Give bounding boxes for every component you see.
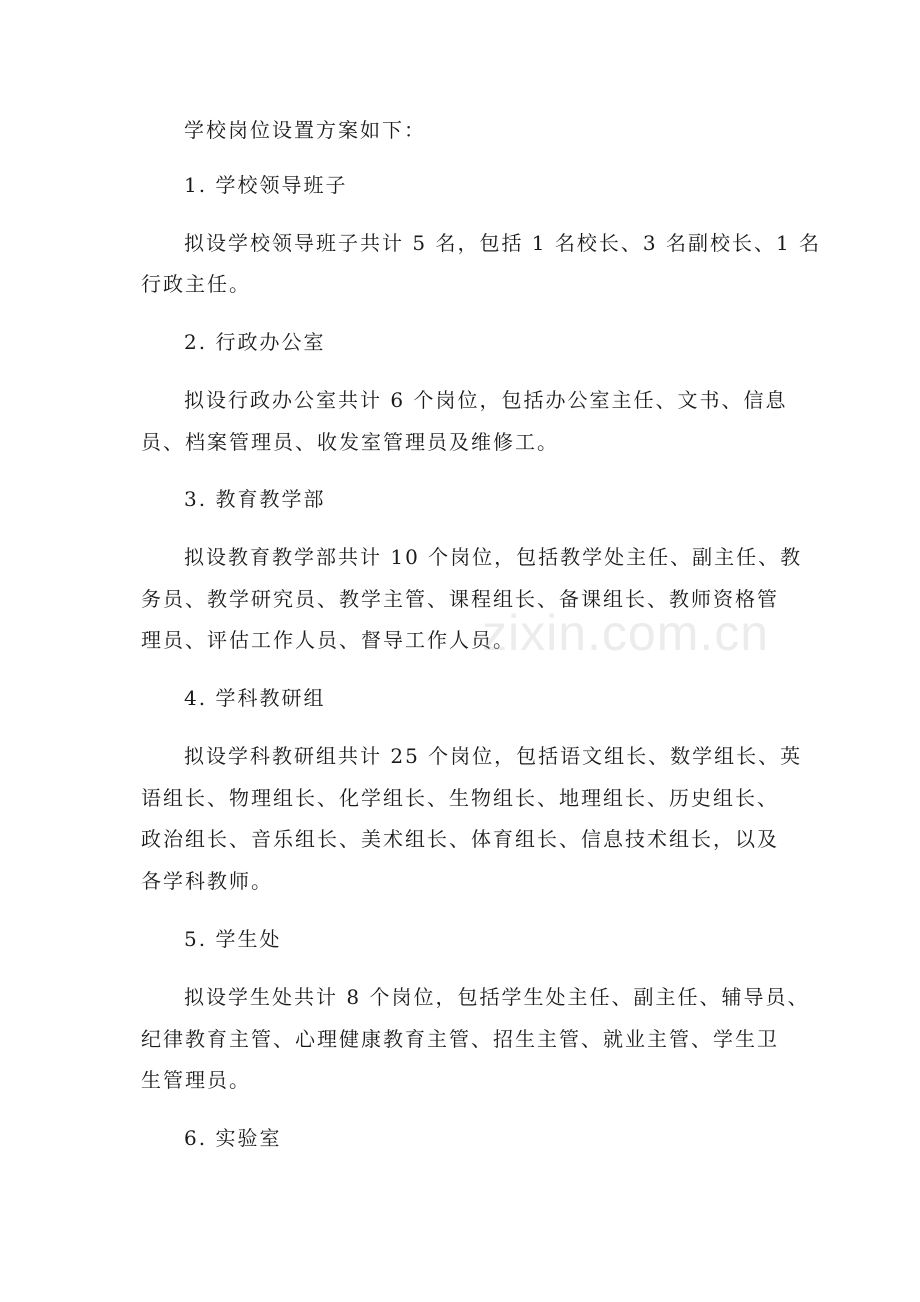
section-heading: 5. 学生处: [184, 927, 282, 951]
paragraph-line: 生管理员。: [141, 1068, 251, 1092]
paragraph-line: 行政主任。: [141, 272, 251, 296]
paragraph-line: 拟设教育教学部共计 10 个岗位，包括教学处主任、副主任、教: [184, 545, 803, 569]
paragraph-line: 拟设行政办公室共计 6 个岗位，包括办公室主任、文书、信息: [184, 388, 788, 412]
section-heading: 6. 实验室: [184, 1126, 282, 1150]
paragraph-line: 各学科教师。: [141, 869, 273, 893]
section-heading: 1. 学校领导班子: [184, 173, 348, 197]
paragraph-line: 政治组长、音乐组长、美术组长、体育组长、信息技术组长，以及: [141, 827, 779, 851]
paragraph-line: 务员、教学研究员、教学主管、课程组长、备课组长、教师资格管: [141, 587, 779, 611]
paragraph-line: 理员、评估工作人员、督导工作人员。: [141, 628, 515, 652]
section-heading: 2. 行政办公室: [184, 330, 326, 354]
paragraph-line: 语组长、物理组长、化学组长、生物组长、地理组长、历史组长、: [141, 786, 779, 810]
paragraph-line: 纪律教育主管、心理健康教育主管、招生主管、就业主管、学生卫: [141, 1027, 779, 1051]
paragraph-line: 拟设学科教研组共计 25 个岗位，包括语文组长、数学组长、英: [184, 744, 803, 768]
intro-text: 学校岗位设置方案如下：: [184, 118, 426, 142]
watermark-text: zixin.com.cn: [482, 605, 770, 661]
paragraph-line: 拟设学生处共计 8 个岗位，包括学生处主任、副主任、辅导员、: [184, 985, 810, 1009]
paragraph-line: 员、档案管理员、收发室管理员及维修工。: [141, 430, 559, 454]
section-heading: 3. 教育教学部: [184, 487, 326, 511]
paragraph-line: 拟设学校领导班子共计 5 名，包括 1 名校长、3 名副校长、1 名: [184, 231, 822, 255]
section-heading: 4. 学科教研组: [184, 686, 326, 710]
